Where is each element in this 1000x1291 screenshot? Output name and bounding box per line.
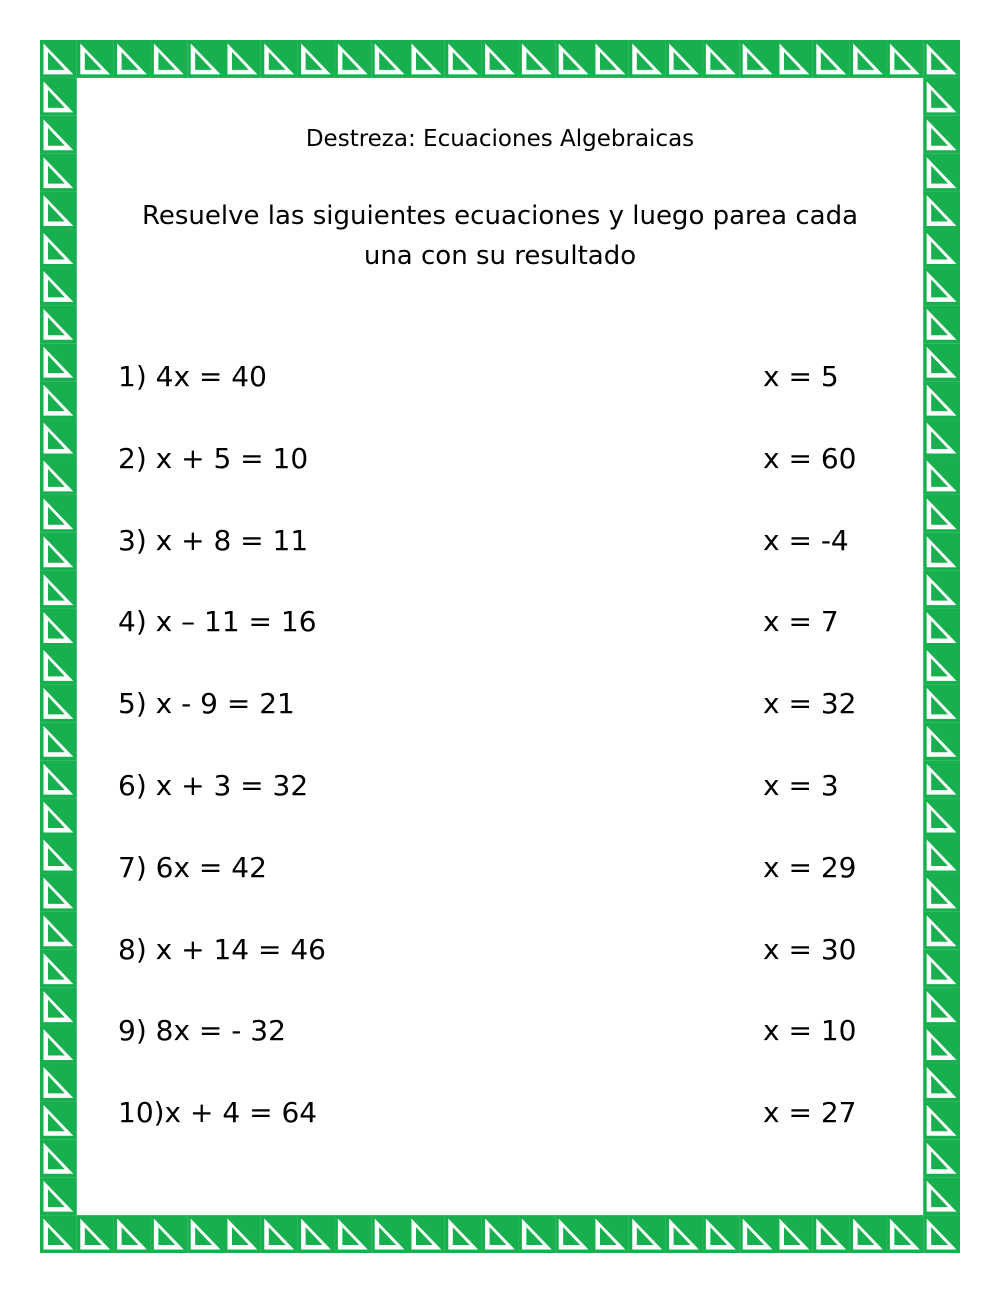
equation-9[interactable]: 9) 8x = - 32: [118, 1014, 286, 1048]
border-tile: [776, 40, 813, 78]
border-tile: [702, 40, 739, 78]
border-tile: [408, 1215, 445, 1253]
border-tile: [482, 1215, 519, 1253]
border-tile: [923, 343, 960, 381]
border-tile: [261, 40, 298, 78]
border-tile: [40, 230, 77, 268]
answer-7[interactable]: x = 29: [763, 850, 857, 884]
border-tile: [923, 988, 960, 1026]
border-tile: [666, 1215, 703, 1253]
border-tile: [40, 722, 77, 760]
answer-2[interactable]: x = 60: [763, 441, 857, 475]
border-tile: [40, 419, 77, 457]
border-tile: [923, 1101, 960, 1139]
border-tile: [40, 1215, 77, 1253]
border-tile: [40, 192, 77, 230]
border-tile: [371, 1215, 408, 1253]
border-tile: [77, 40, 114, 78]
border-tile: [371, 40, 408, 78]
border-tile: [40, 154, 77, 192]
border-tile: [923, 836, 960, 874]
border-tile: [776, 1215, 813, 1253]
border-tile: [666, 40, 703, 78]
border-tile: [261, 1215, 298, 1253]
equation-10[interactable]: 10)x + 4 = 64: [118, 1096, 318, 1130]
worksheet-title: Destreza: Ecuaciones Algebraicas: [305, 126, 695, 152]
instructions-line-1: Resuelve las siguientes ecuaciones y luego parea cada: [141, 201, 859, 231]
border-tile: [923, 1177, 960, 1215]
border-tile: [298, 1215, 335, 1253]
border-tile: [40, 798, 77, 836]
border-tile: [629, 1215, 666, 1253]
answer-9[interactable]: x = 10: [763, 1014, 857, 1048]
equation-5[interactable]: 5) x - 9 = 21: [118, 687, 295, 721]
border-tile: [850, 40, 887, 78]
border-tile: [40, 305, 77, 343]
border-tile: [408, 40, 445, 78]
answer-6[interactable]: x = 3: [763, 768, 839, 802]
border-tile: [40, 1063, 77, 1101]
border-tile: [482, 40, 519, 78]
border-tile: [923, 722, 960, 760]
border-tile: [114, 1215, 151, 1253]
equation-1[interactable]: 1) 4x = 40: [118, 360, 267, 393]
border-tile: [334, 40, 371, 78]
equation-4[interactable]: 4) x – 11 = 16: [118, 605, 317, 639]
answer-8[interactable]: x = 30: [763, 932, 857, 966]
border-tile: [592, 40, 629, 78]
equations-column: [118, 358, 326, 1176]
border-tile: [923, 381, 960, 419]
border-tile: [77, 1215, 114, 1253]
border-tile: [592, 1215, 629, 1253]
instructions-line-2: una con su resultado: [363, 241, 637, 271]
border-tile: [923, 609, 960, 647]
border-tile: [555, 40, 592, 78]
answer-1[interactable]: x = 5: [763, 360, 839, 393]
answer-10[interactable]: x = 27: [763, 1096, 857, 1130]
border-tile: [923, 760, 960, 798]
border-tile: [40, 874, 77, 912]
border-tile: [923, 1139, 960, 1177]
border-tile: [923, 78, 960, 116]
border-tile: [40, 1139, 77, 1177]
border-tile: [40, 343, 77, 381]
border-tile: [739, 1215, 776, 1253]
border-tile: [40, 647, 77, 685]
equation-7[interactable]: 7) 6x = 42: [118, 850, 267, 884]
border-tile: [40, 988, 77, 1026]
border-tile: [813, 1215, 850, 1253]
border-tile: [187, 40, 224, 78]
border-tile: [40, 912, 77, 950]
border-tile: [40, 1026, 77, 1064]
answer-3[interactable]: x = -4: [763, 523, 849, 557]
equation-2[interactable]: 2) x + 5 = 10: [118, 441, 309, 475]
border-tile: [40, 1101, 77, 1139]
equation-8[interactable]: 8) x + 14 = 46: [118, 932, 326, 966]
border-tile: [923, 40, 960, 78]
border-tile: [923, 1215, 960, 1253]
border-tile: [923, 495, 960, 533]
border-tile: [445, 40, 482, 78]
border-tile: [923, 267, 960, 305]
border-tile: [150, 40, 187, 78]
border-tile: [40, 457, 77, 495]
border-tile: [40, 495, 77, 533]
border-tile: [298, 40, 335, 78]
border-tile: [923, 874, 960, 912]
border-tile: [40, 684, 77, 722]
border-tile: [40, 571, 77, 609]
border-tile: [923, 419, 960, 457]
border-tile: [150, 1215, 187, 1253]
border-tile: [40, 836, 77, 874]
border-tile: [923, 154, 960, 192]
border-tile: [555, 1215, 592, 1253]
border-tile: [923, 571, 960, 609]
border-tile: [923, 684, 960, 722]
border-tile: [739, 40, 776, 78]
border-tile: [813, 40, 850, 78]
equation-6[interactable]: 6) x + 3 = 32: [118, 768, 309, 802]
border-tile: [629, 40, 666, 78]
border-tile: [923, 950, 960, 988]
border-tile: [334, 1215, 371, 1253]
border-tile: [923, 647, 960, 685]
border-tile: [40, 1177, 77, 1215]
border-tile: [850, 1215, 887, 1253]
border-tile: [923, 1026, 960, 1064]
answer-5[interactable]: x = 32: [763, 687, 857, 721]
answers-column: [763, 358, 856, 1176]
answer-4[interactable]: x = 7: [763, 605, 839, 639]
border-tile: [40, 267, 77, 305]
border-tile: [40, 760, 77, 798]
border-tile: [40, 40, 77, 78]
border-tile: [923, 1063, 960, 1101]
equation-3[interactable]: 3) x + 8 = 11: [118, 523, 309, 557]
border-tile: [40, 78, 77, 116]
instructions: [120, 196, 880, 276]
border-tile: [445, 1215, 482, 1253]
border-tile: [224, 1215, 261, 1253]
border-tile: [886, 40, 923, 78]
border-tile: [40, 381, 77, 419]
border-tile: [923, 533, 960, 571]
border-tile: [923, 457, 960, 495]
border-tile: [40, 609, 77, 647]
border-tile: [923, 192, 960, 230]
border-tile: [114, 40, 151, 78]
border-tile: [923, 305, 960, 343]
border-tile: [187, 1215, 224, 1253]
border-tile: [518, 1215, 555, 1253]
border-tile: [923, 912, 960, 950]
border-tile: [40, 533, 77, 571]
border-tile: [923, 798, 960, 836]
border-tile: [702, 1215, 739, 1253]
border-tile: [886, 1215, 923, 1253]
border-tile: [923, 230, 960, 268]
border-tile: [40, 950, 77, 988]
border-tile: [518, 40, 555, 78]
border-tile: [224, 40, 261, 78]
